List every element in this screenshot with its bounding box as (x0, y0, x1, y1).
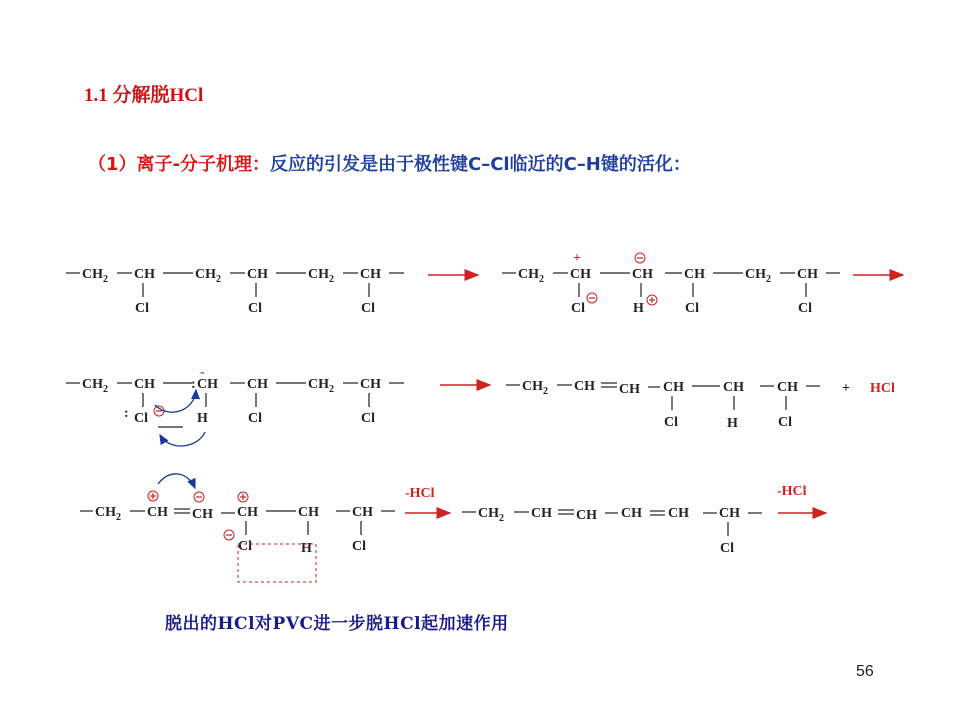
reaction-row-1 (66, 251, 903, 316)
positive-charge: + (573, 251, 581, 266)
cl-atom: Cl (720, 541, 734, 556)
ch-group: CH (719, 506, 740, 521)
subscript-2: 2 (499, 513, 504, 524)
ionized-intermediate (502, 251, 840, 316)
positive-charge-icon (238, 492, 248, 502)
svg-text:CH2 (478, 506, 504, 524)
electron-transfer-arrow (155, 390, 196, 412)
negative-charge-icon (635, 253, 645, 263)
ch-group: CH (777, 380, 798, 395)
svg-text:CH2 (82, 377, 108, 395)
section-heading: 1.1 分解脱HCl (84, 85, 204, 106)
electron-transfer-arrow (160, 432, 205, 446)
cl-atom: Cl (664, 415, 678, 430)
ch-group: CH (570, 267, 591, 282)
h-atom: H (633, 301, 644, 316)
svg-text:CH2 (308, 377, 334, 395)
ch2-group: CH (308, 377, 329, 392)
dehydrochlorinated-chain (506, 379, 820, 431)
subscript-2: 2 (116, 512, 121, 523)
ch-group: CH (576, 508, 597, 523)
ch2-group: CH (95, 505, 116, 520)
ch-group: CH (632, 267, 653, 282)
page-number: 56 (856, 663, 874, 680)
subscript-2: 2 (103, 384, 108, 395)
ch-group: CH (298, 505, 319, 520)
cl-atom: Cl (798, 301, 812, 316)
ch2-group: CH (82, 377, 103, 392)
electron-transfer-arrow (158, 474, 195, 488)
h-atom: H (727, 416, 738, 431)
ch-group: CH (247, 377, 268, 392)
ch-group: CH (723, 380, 744, 395)
svg-text:CH2 (745, 267, 771, 285)
ch-group: CH (668, 506, 689, 521)
cl-atom: Cl (248, 411, 262, 426)
ch-group: CH (663, 380, 684, 395)
cl-atom: Cl (135, 301, 149, 316)
plus-sign: + (842, 381, 850, 396)
svg-text:CH2 (82, 267, 108, 285)
h-atom: H (197, 411, 208, 426)
subscript-2: 2 (329, 384, 334, 395)
positive-charge-icon (647, 295, 657, 305)
cl-atom: Cl (361, 301, 375, 316)
ch2-group: CH (745, 267, 766, 282)
polyene-chain (462, 506, 762, 556)
ch-group: CH (247, 267, 268, 282)
hcl-product: HCl (870, 381, 895, 396)
mechanism-description: 反应的引发是由于极性键C–Cl临近的C–H键的活化： (270, 154, 691, 175)
ch-group: CH (197, 377, 218, 392)
pvc-chain (66, 267, 404, 316)
subscript-2: 2 (539, 274, 544, 285)
cl-atom: Cl (571, 301, 585, 316)
svg-text:CH2 (308, 267, 334, 285)
cl-atom: Cl (238, 539, 252, 554)
cl-atom: Cl (248, 301, 262, 316)
negative-charge-icon (224, 530, 234, 540)
elimination-label: -HCl (777, 484, 807, 499)
ch2-group: CH (308, 267, 329, 282)
ch2-group: CH (195, 267, 216, 282)
svg-text:CH2 (522, 379, 548, 397)
positive-charge-icon (148, 491, 158, 501)
cl-atom: Cl (361, 411, 375, 426)
subscript-2: 2 (329, 274, 334, 285)
lone-pair: : (124, 406, 129, 421)
reaction-row-2 (66, 365, 895, 446)
negative-charge-icon (154, 406, 164, 416)
ch-group: CH (134, 267, 155, 282)
ch-group: CH (192, 507, 213, 522)
ch-group: CH (147, 505, 168, 520)
ch2-group: CH (518, 267, 539, 282)
ch-group: CH (531, 506, 552, 521)
subscript-2: 2 (543, 386, 548, 397)
autocatalysis-caption: 脱出的HCl对PVC进一步脱HCl起加速作用 (165, 614, 509, 634)
pair-intermediate (66, 365, 404, 446)
reaction-row-3 (80, 474, 826, 582)
svg-text:CH2 (518, 267, 544, 285)
subscript-2: 2 (216, 274, 221, 285)
negative-charge-icon (194, 492, 204, 502)
ch-group: CH (684, 267, 705, 282)
negative-charge: - (200, 365, 205, 380)
ch-group: CH (352, 505, 373, 520)
ch2-group: CH (82, 267, 103, 282)
autocatalytic-intermediate (80, 474, 395, 582)
cl-atom: Cl (134, 411, 148, 426)
ch2-group: CH (522, 379, 543, 394)
svg-text:CH2 (195, 267, 221, 285)
lone-pair: : (191, 377, 196, 392)
ch-group: CH (360, 267, 381, 282)
mechanism-label: （1）离子-分子机理： (88, 154, 270, 175)
ch-group: CH (619, 382, 640, 397)
ch-group: CH (574, 379, 595, 394)
h-atom: H (301, 541, 312, 556)
subscript-2: 2 (766, 274, 771, 285)
cl-atom: Cl (685, 301, 699, 316)
ch-group: CH (360, 377, 381, 392)
subscript-2: 2 (103, 274, 108, 285)
ch-group: CH (134, 377, 155, 392)
cl-atom: Cl (778, 415, 792, 430)
ch-group: CH (621, 506, 642, 521)
ch-group: CH (237, 505, 258, 520)
svg-text:CH2 (95, 505, 121, 523)
ch-group: CH (797, 267, 818, 282)
cl-atom: Cl (352, 539, 366, 554)
negative-charge-icon (587, 293, 597, 303)
elimination-label: -HCl (405, 486, 435, 501)
ch2-group: CH (478, 506, 499, 521)
